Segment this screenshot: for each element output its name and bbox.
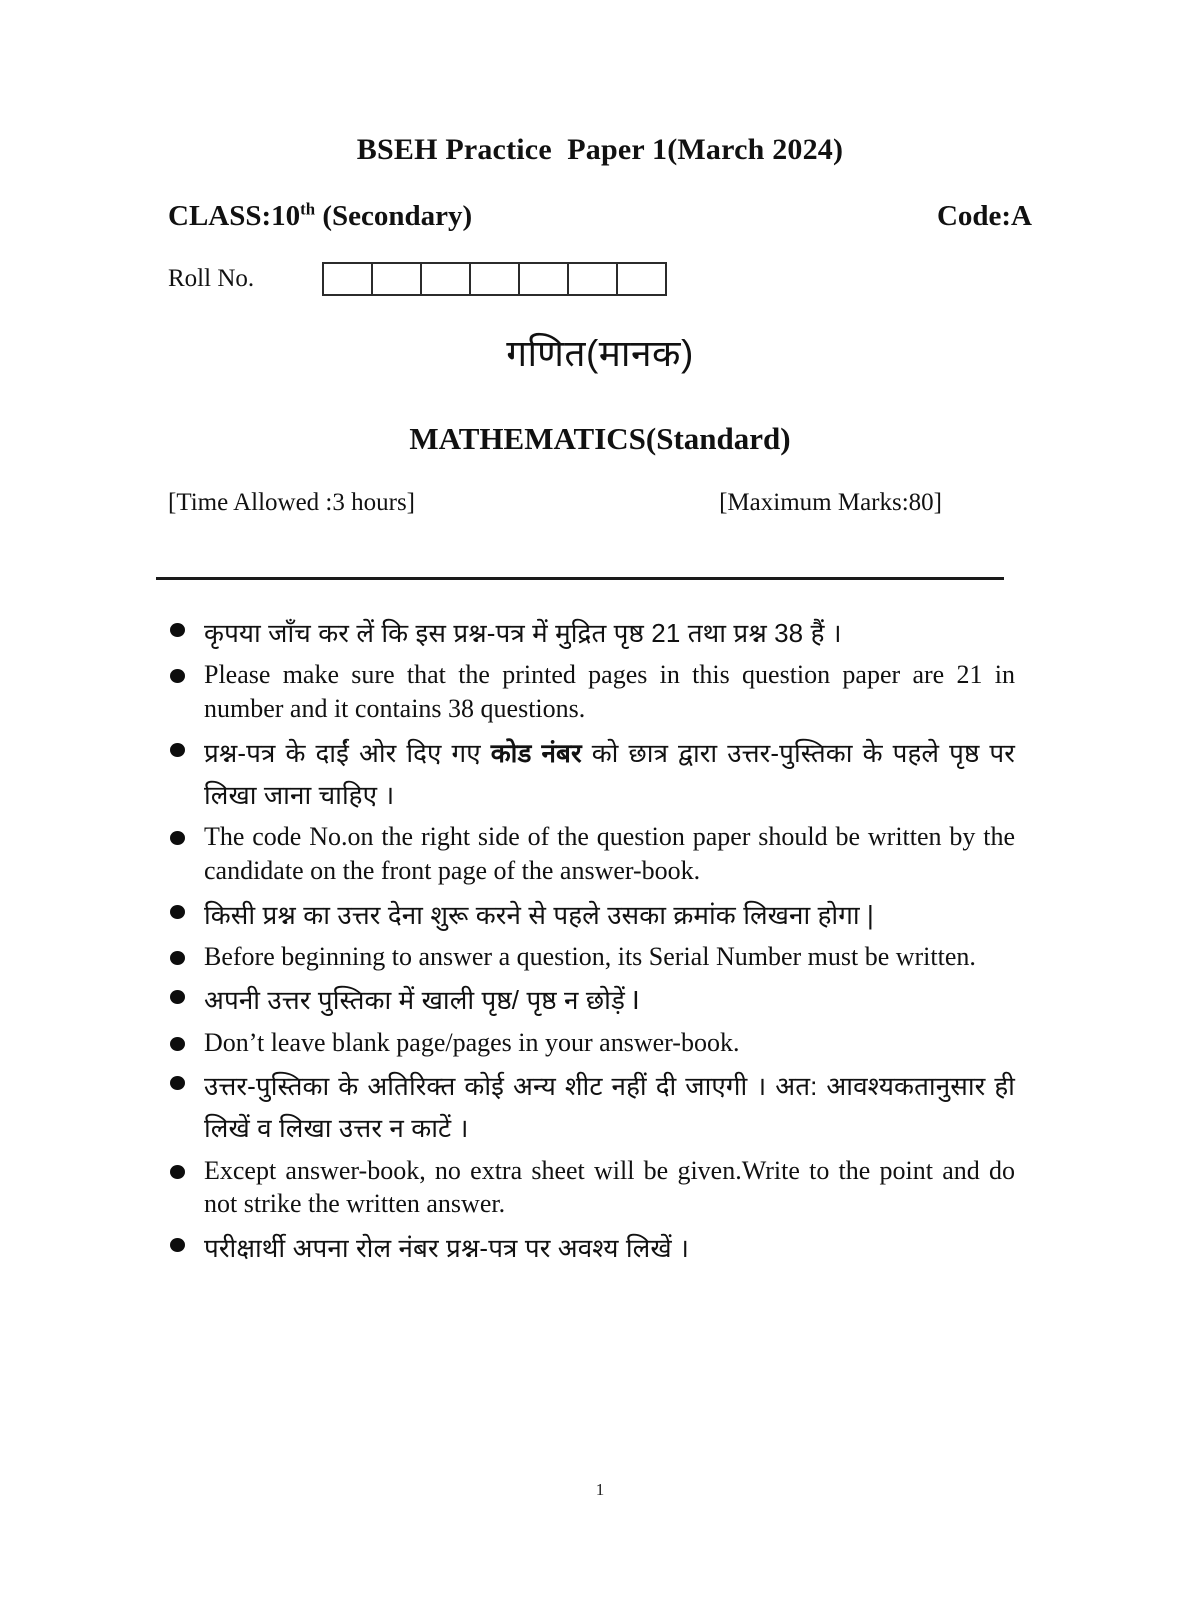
bullet-icon <box>170 990 185 1004</box>
instruction-text: Don’t leave blank page/pages in your answer-book. <box>204 1027 740 1057</box>
roll-number-box[interactable] <box>373 264 422 294</box>
bullet-icon <box>170 951 185 965</box>
exam-meta-row <box>168 489 948 517</box>
instruction-item <box>170 1154 1015 1222</box>
roll-number-box[interactable] <box>569 264 618 294</box>
subject-title-english: MATHEMATICS(Standard) <box>409 421 791 456</box>
class-code-row <box>168 200 1032 233</box>
instruction-text: उत्तर-पुस्तिका के अतिरिक्त कोई अन्य शीट नहीं दी जाएगी । अत: आवश्यकतानुसार ही लिखें व लिखा उत्तर न काटें । <box>204 1071 1015 1144</box>
bullet-icon <box>170 831 185 845</box>
page-title: BSEH Practice Paper 1(March 2024) <box>356 133 844 166</box>
time-allowed-label: [Time Allowed :3 hours] <box>168 489 415 516</box>
bullet-icon <box>170 905 185 919</box>
instruction-item <box>170 1026 1015 1060</box>
bullet-icon <box>170 1238 185 1252</box>
instruction-item <box>170 820 1015 888</box>
instruction-text: Except answer-book, no extra sheet will be given.Write to the point and do not strike the written answer. <box>204 1155 1015 1219</box>
instruction-text <box>204 732 1015 816</box>
roll-number-box[interactable] <box>471 264 520 294</box>
class-text: CLASS:10 <box>168 200 301 232</box>
bullet-icon <box>170 669 185 683</box>
bullet-icon <box>170 623 185 637</box>
instructions-list <box>170 612 1015 1273</box>
bullet-icon <box>170 743 185 757</box>
header-divider <box>156 577 1004 580</box>
bullet-icon <box>170 1076 185 1090</box>
subject-title-hindi: गणित(मानक) <box>506 333 694 374</box>
roll-number-box[interactable] <box>422 264 471 294</box>
instruction-item <box>170 612 1015 654</box>
instruction-item <box>170 894 1015 936</box>
instruction-text: परीक्षार्थी अपना रोल नंबर प्रश्न-पत्र पर अवश्य लिखें । <box>204 1233 690 1264</box>
instruction-item <box>170 1227 1015 1269</box>
roll-number-box[interactable] <box>324 264 373 294</box>
roll-number-boxes[interactable] <box>322 262 667 296</box>
roll-number-box[interactable] <box>520 264 569 294</box>
instruction-item <box>170 940 1015 974</box>
class-secondary-text: (Secondary) <box>315 200 473 232</box>
instruction-emphasis: कोड नंबर <box>490 737 582 768</box>
class-label <box>168 200 472 233</box>
bullet-icon <box>170 1037 185 1051</box>
instruction-item <box>170 1065 1015 1149</box>
instruction-item <box>170 658 1015 726</box>
maximum-marks-label: [Maximum Marks:80] <box>719 489 942 516</box>
instruction-text: The code No.on the right side of the question paper should be written by the candidate on the front page of the answer-book. <box>204 821 1015 885</box>
instruction-item <box>170 979 1015 1021</box>
roll-number-box[interactable] <box>618 264 665 294</box>
instruction-text-segment: प्रश्न-पत्र के दाईं ओर दिए गए <box>204 737 491 768</box>
instruction-text: अपनी उत्तर पुस्तिका में खाली पृष्ठ/ पृष्ठ न छोड़ें I <box>204 985 640 1016</box>
instruction-text: कृपया जाँच कर लें कि इस प्रश्न-पत्र में मुद्रित पृष्ठ 21 तथा प्रश्न 38 हैं । <box>204 618 842 648</box>
instruction-text-segment: को छात्र द्वारा उत्तर-पुस्तिका के पहले पृष्ठ पर लिखा जाना चाहिए । <box>204 737 1015 810</box>
roll-number-row <box>168 262 667 296</box>
class-ordinal-suffix: th <box>300 199 316 219</box>
roll-number-label: Roll No. <box>168 264 255 292</box>
paper-code-label: Code:A <box>936 200 1032 232</box>
instruction-text: Before beginning to answer a question, its Serial Number must be written. <box>204 941 976 971</box>
bullet-icon <box>170 1165 185 1179</box>
instruction-text: Please make sure that the printed pages in this question paper are 21 in number and it contains 38 questions. <box>204 660 1015 723</box>
instruction-item <box>170 732 1015 816</box>
page-number: 1 <box>595 1480 605 1499</box>
instruction-text: किसी प्रश्न का उत्तर देना शुरू करने से पहले उसका क्रमांक लिखना होगा | <box>204 899 874 930</box>
